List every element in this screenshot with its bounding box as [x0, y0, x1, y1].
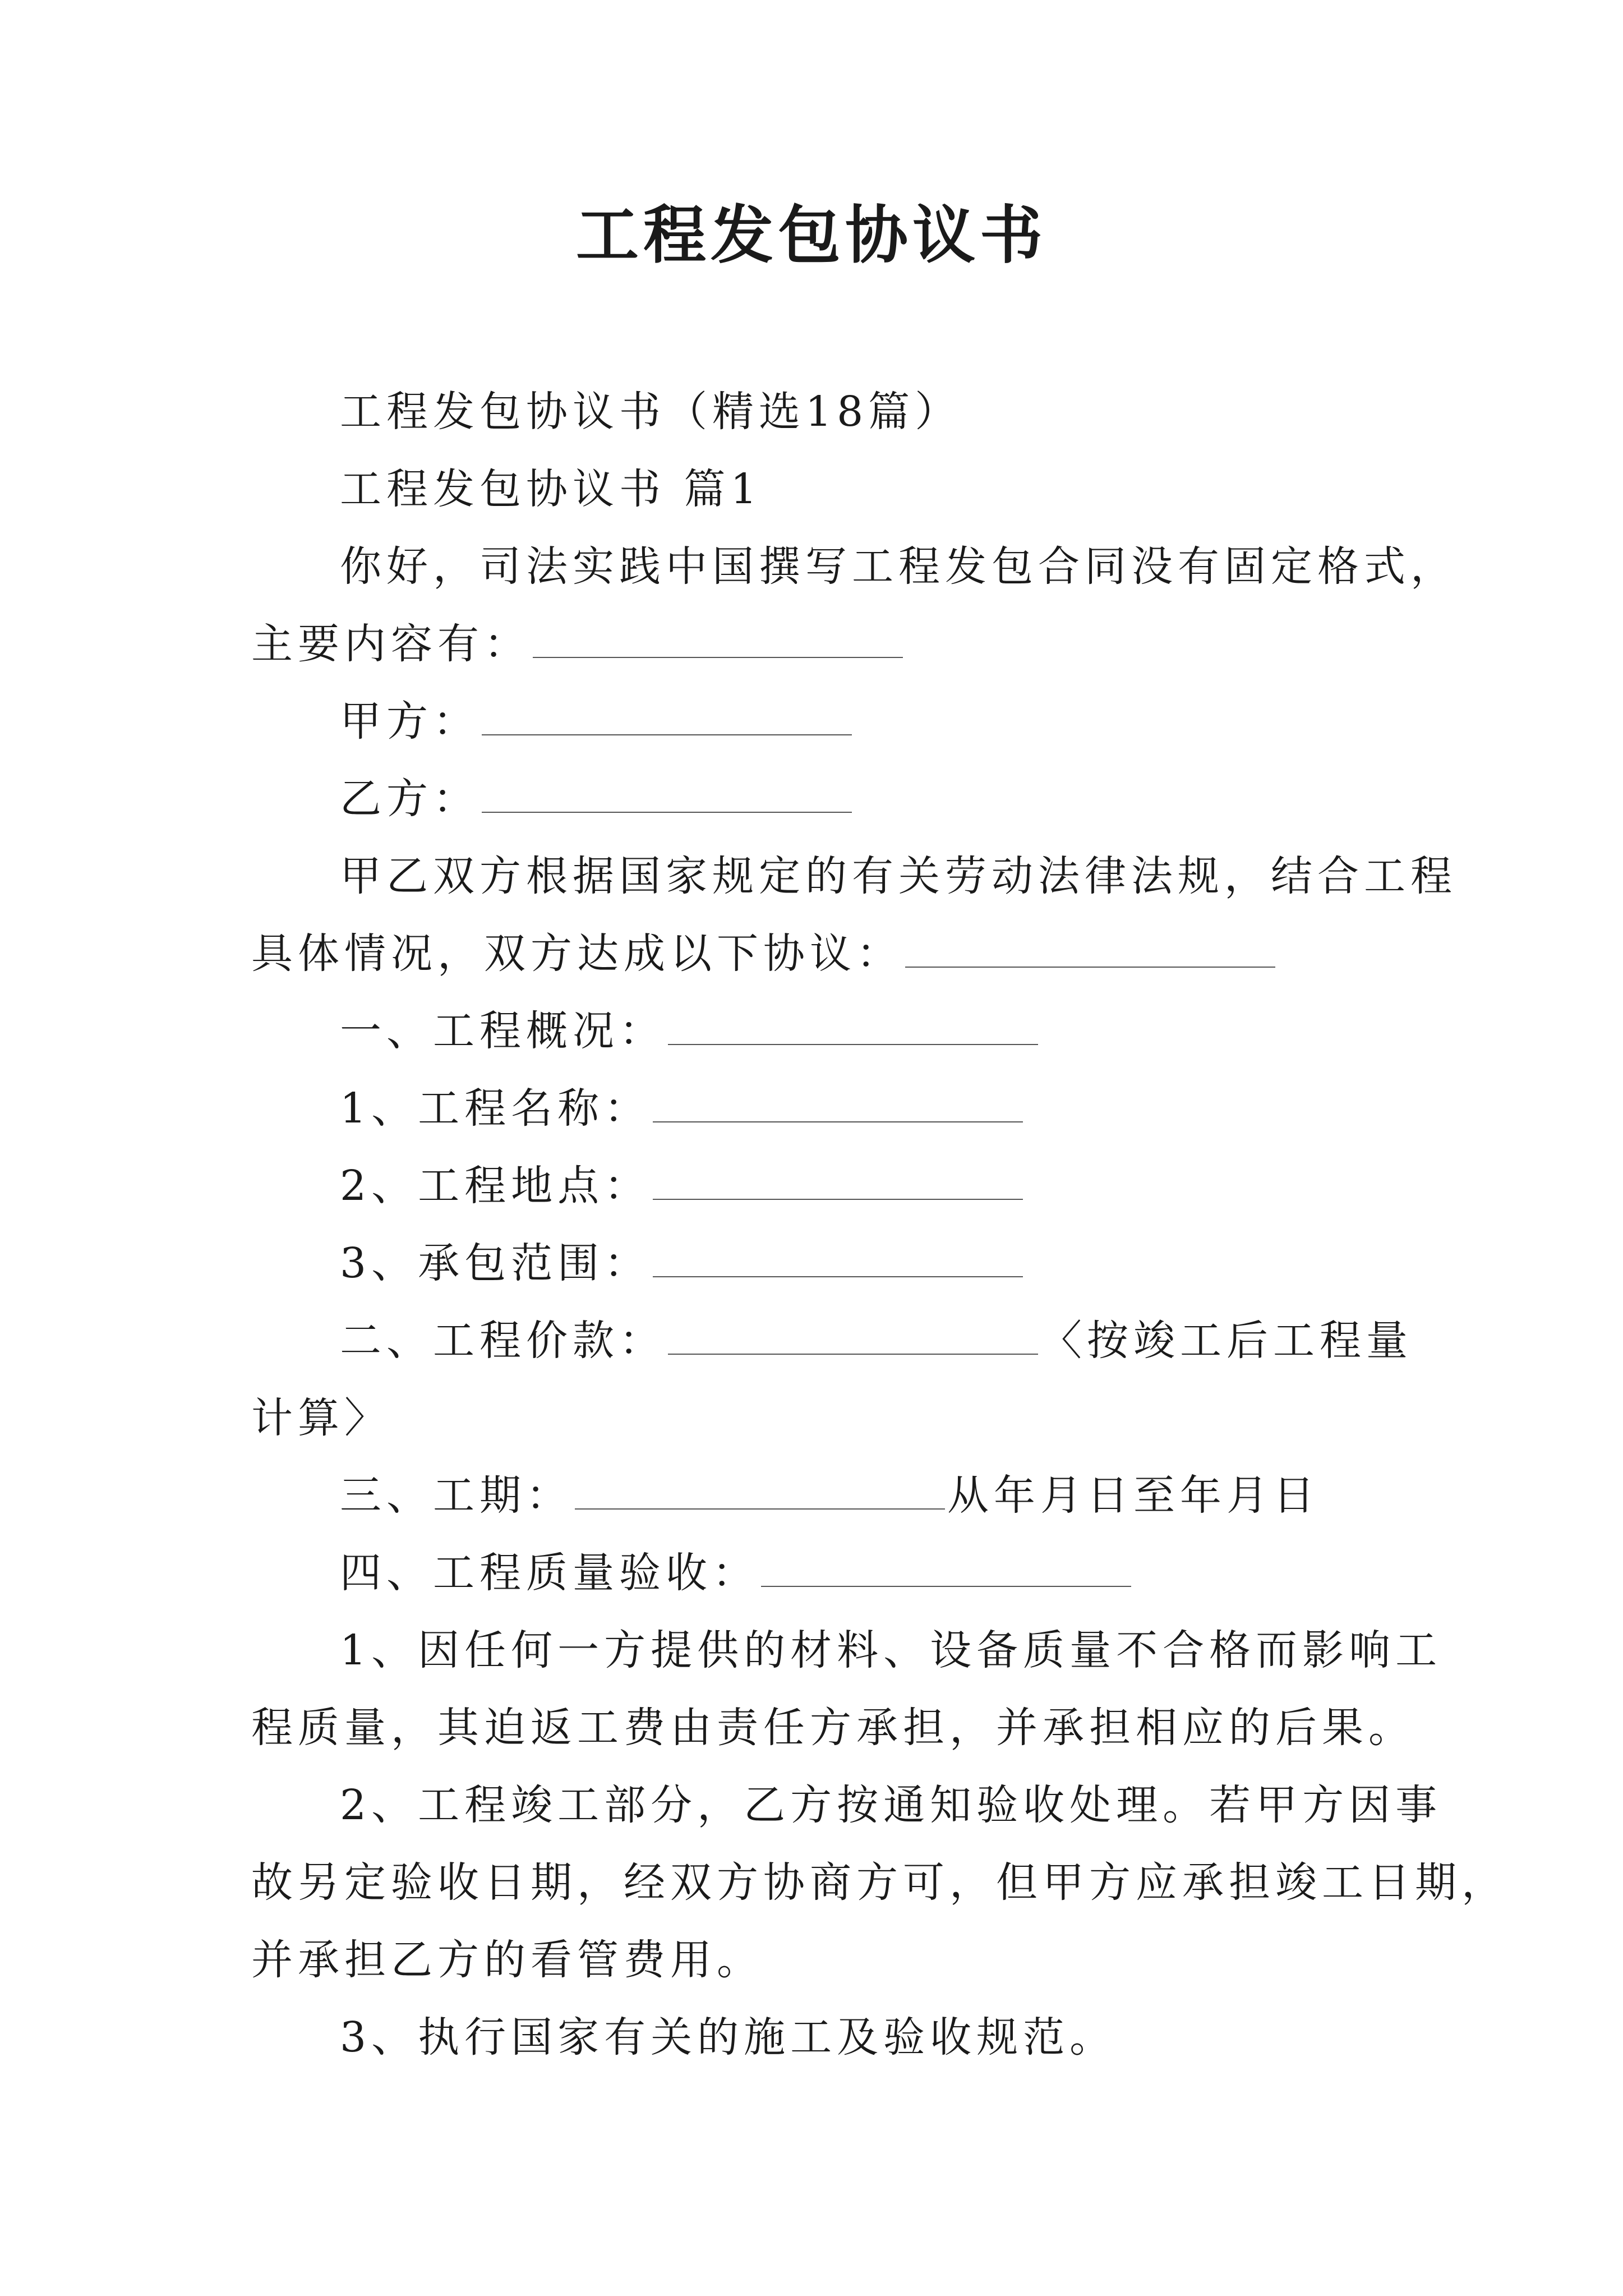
paragraph-line: 1、因任何一方提供的材料、设备质量不合格而影响工 — [340, 1626, 1442, 1674]
line-text: 乙方： — [340, 775, 479, 823]
fill-in-blank — [761, 1553, 1131, 1587]
paragraph-line: 2、工程竣工部分，乙方按通知验收处理。若甲方因事 — [340, 1781, 1442, 1829]
paragraph-line: 你好，司法实践中国撰写工程发包合同没有固定格式， — [340, 542, 1457, 591]
clause-line — [251, 1302, 1413, 1379]
fill-in-blank — [668, 1011, 1038, 1045]
fill-in-blank — [653, 1244, 1023, 1277]
fill-in-blank — [482, 779, 852, 813]
fill-in-blank — [533, 624, 903, 658]
fill-in-blank — [668, 1321, 1038, 1355]
clause-line — [251, 1534, 1378, 1612]
paragraph-line — [251, 605, 1378, 683]
clause-line — [251, 992, 1378, 1070]
line-text: 〈按竣工后工程量 — [1040, 1317, 1413, 1365]
party-b-line — [251, 760, 1378, 838]
document-body — [251, 373, 1508, 2076]
fill-in-blank — [653, 1166, 1023, 1200]
paragraph-line: 甲乙双方根据国家规定的有关劳动法律法规，结合工程 — [340, 852, 1457, 900]
fill-in-blank — [575, 1476, 945, 1510]
party-a-line — [251, 683, 1378, 760]
paragraph-line: 计算〉 — [251, 1394, 391, 1442]
section-heading: 工程发包协议书 篇1 — [340, 465, 762, 513]
fill-in-blank — [653, 1089, 1023, 1122]
clause-line — [251, 1225, 1378, 1302]
line-text: 具体情况，双方达成以下协议： — [251, 930, 903, 978]
line-text: 主要内容有： — [251, 620, 531, 668]
line-text: 从年月日至年月日 — [947, 1471, 1320, 1520]
line-text: 三、工期： — [340, 1471, 573, 1520]
line-text: 2、工程地点： — [340, 1162, 651, 1210]
clause-line — [251, 1070, 1378, 1147]
fill-in-blank — [905, 934, 1275, 968]
fill-in-blank — [482, 702, 852, 735]
line-text: 1、工程名称： — [340, 1084, 651, 1133]
line-text: 甲方： — [340, 697, 479, 746]
paragraph-line: 故另定验收日期，经双方协商方可，但甲方应承担竣工日期， — [251, 1858, 1508, 1907]
paragraph-line: 3、执行国家有关的施工及验收规范。 — [340, 2013, 1117, 2062]
clause-line — [251, 1147, 1378, 1225]
subtitle-line: 工程发包协议书（精选18篇） — [340, 388, 962, 436]
paragraph-line: 并承担乙方的看管费用。 — [251, 1936, 763, 1984]
line-text: 一、工程概况： — [340, 1007, 666, 1055]
paragraph-line: 程质量，其迫返工费由责任方承担，并承担相应的后果。 — [251, 1704, 1415, 1752]
document-title: 工程发包协议书 — [576, 199, 1047, 272]
line-text: 二、工程价款： — [340, 1317, 666, 1365]
line-text: 3、承包范围： — [340, 1239, 651, 1287]
paragraph-line — [251, 915, 1378, 992]
line-text: 四、工程质量验收： — [340, 1549, 759, 1597]
clause-line — [251, 1457, 1378, 1534]
